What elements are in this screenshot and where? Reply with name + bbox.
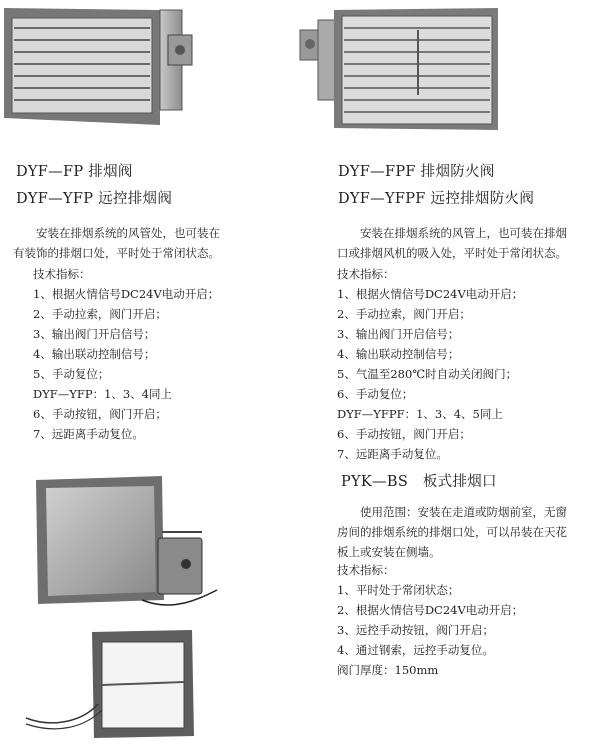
spec-item: DYF—YFPF：1、3、4、5同上 bbox=[337, 407, 503, 421]
spec-item: 1、根据火情信号DC24V电动开启； bbox=[33, 287, 220, 301]
spec-item: 1、平时处于常闭状态； bbox=[337, 583, 460, 597]
spec-heading: 技术指标： bbox=[33, 267, 91, 281]
photo-plate-smoke-outlet bbox=[22, 472, 227, 742]
product-title: DYF—FPF 排烟防火阀 bbox=[338, 164, 495, 180]
spec-item: 5、手动复位； bbox=[33, 367, 110, 381]
spec-heading: 技术指标： bbox=[337, 563, 395, 577]
spec-item: 4、通过钢索，远控手动复位。 bbox=[337, 643, 494, 657]
spec-item: 7、远距离手动复位。 bbox=[33, 427, 144, 441]
spec-item: 5、气温至280℃时自动关闭阀门； bbox=[337, 367, 518, 381]
spec-item: 4、输出联动控制信号； bbox=[33, 347, 156, 361]
spec-item: 6、手动按钮，阀门开启； bbox=[337, 427, 471, 441]
spec-item: 4、输出联动控制信号； bbox=[337, 347, 460, 361]
description-line: 安装在排烟系统的风管处，也可装在 bbox=[36, 226, 220, 240]
description-line: 安装在排烟系统的风管上，也可装在排烟 bbox=[360, 226, 567, 240]
spec-list bbox=[337, 560, 599, 680]
description-line: 板上或安装在侧墙。 bbox=[337, 545, 441, 559]
spec-item: 2、手动拉索，阀门开启； bbox=[33, 307, 167, 321]
spec-heading: 技术指标： bbox=[337, 267, 395, 281]
spec-item: 6、手动复位； bbox=[337, 387, 414, 401]
product-description bbox=[337, 223, 599, 263]
photo-smoke-exhaust-valve bbox=[0, 0, 200, 140]
photo-smoke-exhaust-fire-valve bbox=[298, 0, 508, 140]
product-title: DYF—YFPF 远控排烟防火阀 bbox=[338, 191, 535, 207]
spec-list bbox=[33, 264, 293, 444]
product-title: DYF—FP 排烟阀 bbox=[16, 164, 133, 180]
product-description bbox=[13, 223, 293, 263]
description-line: 口或排烟风机的吸入处，平时处于常闭状态。 bbox=[337, 246, 567, 260]
product-title: PYK—BS 板式排烟口 bbox=[341, 474, 497, 490]
spec-item: 6、手动按钮，阀门开启； bbox=[33, 407, 167, 421]
spec-item: 2、根据火情信号DC24V电动开启； bbox=[337, 603, 524, 617]
product-description bbox=[337, 502, 599, 562]
spec-item: 3、输出阀门开启信号； bbox=[337, 327, 460, 341]
spec-item: 3、输出阀门开启信号； bbox=[33, 327, 156, 341]
spec-list bbox=[337, 264, 599, 464]
description-line: 房间的排烟系统的排烟口处，可以吊装在天花 bbox=[337, 525, 567, 539]
description-line: 使用范围：安装在走道或防烟前室，无窗 bbox=[360, 505, 567, 519]
valve-thickness: 阀门厚度：150mm bbox=[337, 663, 439, 677]
spec-item: 7、远距离手动复位。 bbox=[337, 447, 448, 461]
spec-item: 3、远控手动按钮，阀门开启； bbox=[337, 623, 494, 637]
spec-item: 1、根据火情信号DC24V电动开启； bbox=[337, 287, 524, 301]
product-title: DYF—YFP 远控排烟阀 bbox=[16, 191, 173, 207]
spec-item: DYF—YFP：1、3、4同上 bbox=[33, 387, 173, 401]
spec-item: 2、手动拉索，阀门开启； bbox=[337, 307, 471, 321]
description-line: 有装饰的排烟口处，平时处于常闭状态。 bbox=[13, 246, 220, 260]
